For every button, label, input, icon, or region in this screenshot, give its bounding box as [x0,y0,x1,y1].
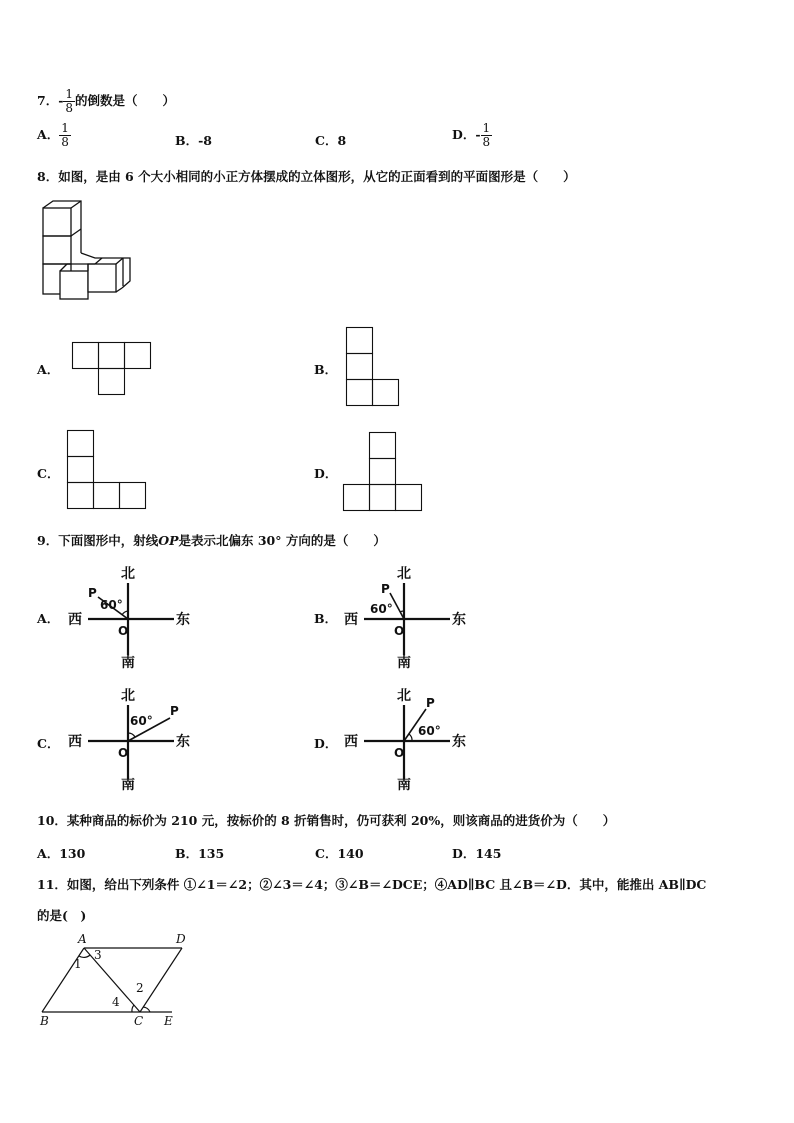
svg-text:东: 东 [452,612,466,628]
q7-fraction: $\frac{1}{8}$ [65,87,74,115]
q9-ray-name: OP [158,533,179,548]
q8-option-a[interactable]: A． [37,362,60,377]
svg-text:西: 西 [68,734,82,750]
svg-text:60°: 60° [370,602,393,616]
q10-option-a[interactable]: A．130 [37,846,86,861]
q9-option-d[interactable]: D． [314,736,338,751]
q9-option-d-compass [340,685,470,791]
svg-text:北: 北 [397,566,411,582]
point-a-label: A [78,932,87,946]
point-c-label: C [134,1014,144,1028]
svg-text:东: 东 [452,734,466,750]
north-label: 北 [121,566,135,582]
origin-label: O [118,624,129,638]
svg-text:60°: 60° [418,724,441,738]
q7-option-a[interactable]: A． $\frac{1}{8}$ [37,121,69,149]
angle-2-label: 2 [136,981,144,995]
q7-option-c[interactable]: C．8 [315,133,347,148]
q9-option-b-compass [340,563,470,669]
svg-text:60°: 60° [130,714,153,728]
south-label: 南 [121,655,135,671]
q8-cube-figure [40,198,140,304]
question-7 [37,88,175,115]
svg-text:O: O [394,624,405,638]
q7-option-a-fraction: $\frac{1}{8}$ [61,121,69,149]
ray-label: P [88,586,97,600]
q7-option-d-fraction: $\frac{1}{8}$ [482,121,491,149]
q7-neg: - [58,93,64,108]
q9-option-c-compass [64,685,194,791]
question-10: 10．某种商品的标价为 210 元，按标价的 8 折销售时，仍可获利 20%，则该商品的进货价为（ ） [37,813,616,828]
q8-option-c[interactable]: C． [37,466,60,481]
q10-option-c[interactable]: C．140 [315,846,364,861]
question-8: 8．如图，是由 6 个大小相同的小正方体摆成的立体图形，从它的正面看到的平面图形是（ ） [37,169,576,184]
q8-option-d-figure [343,432,423,512]
q9-option-b[interactable]: B． [314,611,338,626]
point-d-label: D [176,932,186,946]
question-9: 9．下面图形中，射线OP是表示北偏东 30° 方向的是（ ） [37,533,386,548]
q10-option-d[interactable]: D．145 [452,846,502,861]
q9-option-a-compass [64,563,194,669]
svg-text:O: O [118,746,129,760]
svg-text:P: P [170,704,179,718]
q8-option-b-figure [346,327,400,407]
point-b-label: B [40,1014,49,1028]
svg-text:P: P [426,696,435,710]
q7-option-d[interactable]: D．- $\frac{1}{8}$ [452,121,491,149]
svg-text:西: 西 [344,612,358,628]
question-11-line-2: 的是( ) [37,908,87,923]
q10-option-b[interactable]: B．135 [175,846,225,861]
question-11-line-1: 11．如图，给出下列条件 ①∠1＝∠2；②∠3＝∠4；③∠B＝∠DCE；④AD∥BC 且∠B＝∠D．其中，能推出 AB∥DC [37,877,707,892]
svg-text:北: 北 [397,688,411,704]
angle-1-label: 1 [74,957,82,971]
q9-option-a[interactable]: A． [37,611,60,626]
angle-3-label: 3 [94,948,102,962]
svg-text:东: 东 [176,734,190,750]
q8-option-c-figure [67,430,147,510]
angle-label: 60° [100,598,123,612]
svg-text:北: 北 [121,688,135,704]
svg-text:南: 南 [397,777,411,793]
angle-4-label: 4 [112,995,120,1009]
svg-text:南: 南 [397,655,411,671]
q9-option-c[interactable]: C． [37,736,60,751]
svg-text:O: O [394,746,405,760]
east-label: 东 [176,612,190,628]
q7-number: 7． [37,93,59,108]
point-e-label: E [164,1014,173,1028]
q7-tail: 的倒数是（ ） [75,93,176,108]
q8-option-b[interactable]: B． [314,362,338,377]
q8-option-d[interactable]: D． [314,466,338,481]
q11-parallelogram-figure [36,932,196,1030]
svg-text:南: 南 [121,777,135,793]
q8-option-a-figure [72,342,152,395]
west-label: 西 [68,612,82,628]
q7-option-b[interactable]: B．-8 [175,133,212,148]
svg-text:西: 西 [344,734,358,750]
svg-text:P: P [381,582,390,596]
